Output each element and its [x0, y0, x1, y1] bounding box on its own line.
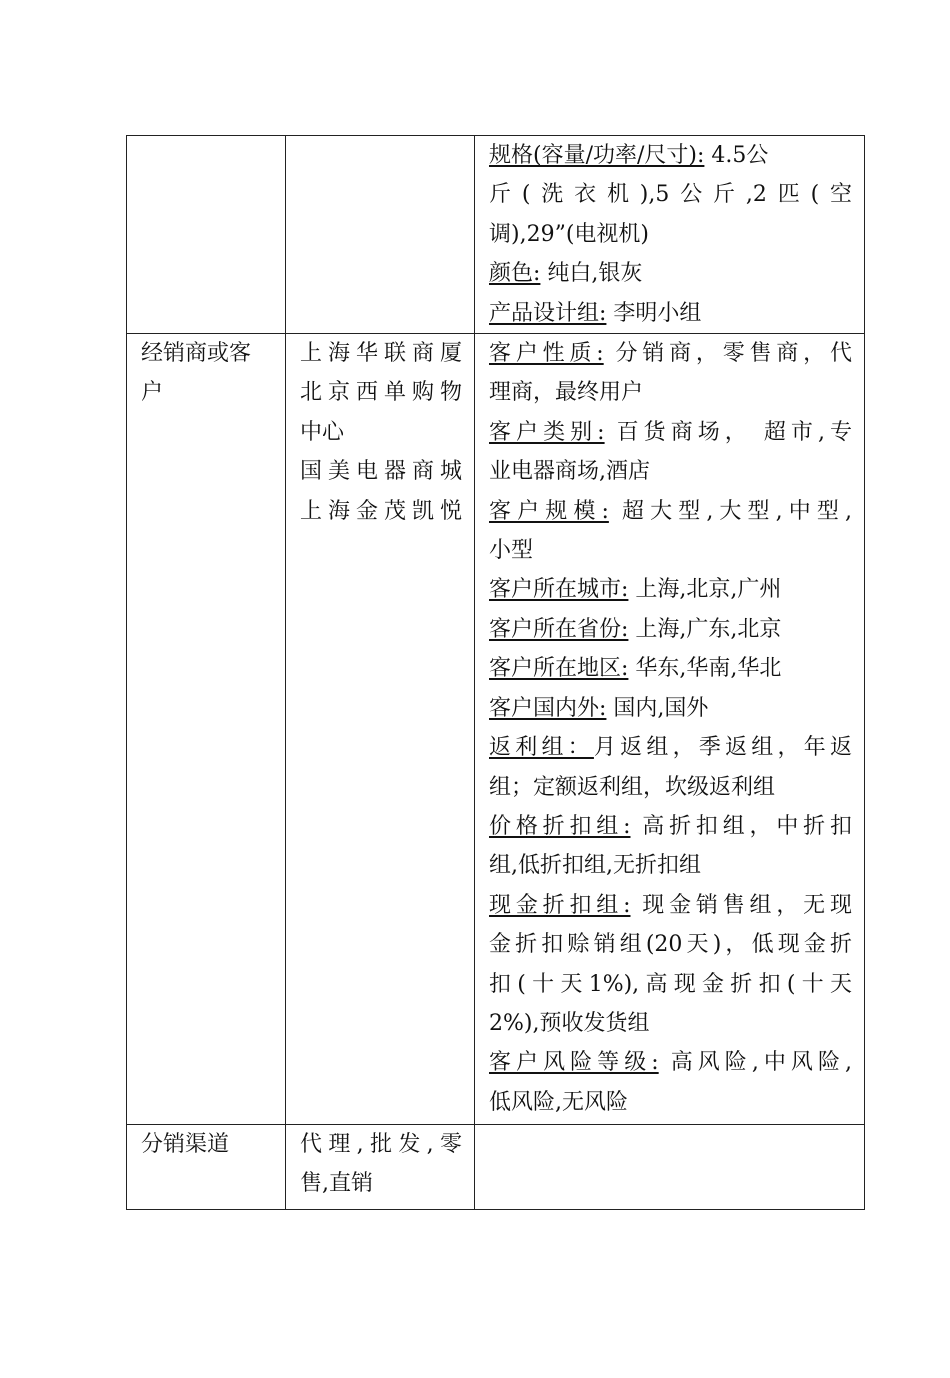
customer-type-label: 客户类别: — [489, 419, 605, 445]
category-label-line: 分销渠道 — [141, 1132, 230, 1158]
customer-size-value: 超大型,大型,中型, — [608, 498, 852, 524]
customer-nature-attribute — [489, 334, 852, 373]
spec-attribute — [489, 136, 852, 175]
design-group-label: 产品设计组: — [489, 300, 607, 326]
cash-discount-value: 2%),预收发货组 — [489, 1010, 650, 1036]
row1-col2-cell — [286, 136, 475, 334]
customer-size-attribute — [489, 492, 852, 531]
cash-discount-label: 现金折扣组: — [489, 892, 631, 918]
customer-region-attribute — [489, 649, 852, 688]
risk-level-label: 客户风险等级: — [489, 1050, 659, 1076]
risk-level-value: 低风险,无风险 — [489, 1089, 628, 1115]
table-row-channel — [127, 1125, 865, 1210]
color-value: 纯白,银灰 — [540, 261, 643, 287]
rebate-group-value: 月返组，季返组，年返 — [593, 735, 852, 761]
customer-domestic-label: 客户国内外: — [489, 695, 607, 721]
customer-type-attribute — [489, 413, 852, 452]
row1-attributes-cell — [475, 136, 865, 334]
customer-domestic-value: 国内,国外 — [606, 695, 709, 721]
customer-region-label: 客户所在地区: — [489, 656, 629, 682]
customer-type-value: 业电器商场,酒店 — [489, 459, 650, 485]
example-line: 北京西单购物 — [300, 380, 462, 406]
color-attribute — [489, 254, 852, 293]
example-line: 售,直销 — [300, 1171, 373, 1197]
row1-col1-cell — [127, 136, 286, 334]
row3-attributes-cell — [475, 1125, 865, 1210]
cash-discount-value: 扣(十天1%),高现金折扣(十天 — [489, 971, 852, 997]
customer-region-value: 华东,华南,华北 — [628, 656, 782, 682]
table-row-product — [127, 136, 865, 334]
document-table — [126, 135, 865, 1210]
design-group-attribute — [489, 294, 852, 333]
row3-examples-cell — [286, 1125, 475, 1210]
rebate-group-label: 返利组： — [489, 735, 594, 761]
customer-size-value: 小型 — [489, 538, 534, 564]
customer-nature-value: 理商，最终用户 — [489, 380, 644, 406]
customer-nature-value: 分销商，零售商，代 — [603, 341, 852, 367]
price-discount-label: 价格折扣组: — [489, 813, 631, 839]
color-label: 颜色: — [489, 261, 541, 287]
cash-discount-attribute — [489, 886, 852, 925]
customer-domestic-attribute — [489, 689, 852, 728]
customer-province-value: 上海,广东,北京 — [628, 616, 782, 642]
category-label-line: 户 — [141, 380, 164, 406]
price-discount-attribute — [489, 807, 852, 846]
customer-city-value: 上海,北京,广州 — [628, 577, 782, 603]
customer-size-label: 客户规模: — [489, 498, 609, 524]
customer-city-label: 客户所在城市: — [489, 577, 629, 603]
rebate-group-attribute — [489, 728, 852, 767]
category-label-line: 经销商或客 — [141, 341, 252, 367]
row2-category-cell — [127, 334, 286, 1125]
rebate-group-value: 组；定额返利组，坎级返利组 — [489, 774, 776, 800]
price-discount-value: 高折扣组，中折扣 — [630, 813, 852, 839]
customer-province-attribute — [489, 610, 852, 649]
spec-label: 规格(容量/功率/尺寸): — [489, 143, 705, 168]
spec-value-line: 4.5公 — [704, 143, 769, 168]
customer-city-attribute — [489, 570, 852, 609]
design-group-value: 李明小组 — [606, 300, 702, 326]
spec-value-line: 调),29”(电视机) — [489, 221, 649, 247]
cash-discount-value: 现金销售组，无现 — [630, 892, 852, 918]
row2-attributes-cell — [475, 334, 865, 1125]
risk-level-attribute — [489, 1043, 852, 1082]
customer-province-label: 客户所在省份: — [489, 616, 629, 642]
customer-type-value: 百货商场， 超市,专 — [604, 419, 852, 445]
example-line: 上海金茂凯悦 — [300, 498, 462, 524]
example-line: 中心 — [300, 419, 345, 445]
example-line: 代理,批发,零 — [300, 1132, 462, 1158]
table-row-customer — [127, 334, 865, 1125]
risk-level-value: 高风险,中风险, — [658, 1050, 852, 1076]
customer-nature-label: 客户性质: — [489, 341, 604, 367]
row2-examples-cell — [286, 334, 475, 1125]
spec-value-line: 斤(洗衣机),5公斤,2匹(空 — [489, 182, 852, 208]
cash-discount-value: 金折扣赊销组(20天)，低现金折 — [489, 932, 852, 958]
example-line: 上海华联商厦 — [300, 341, 462, 367]
price-discount-value: 组,低折扣组,无折扣组 — [489, 853, 701, 879]
example-line: 国美电器商城 — [300, 459, 462, 485]
row3-category-cell — [127, 1125, 286, 1210]
